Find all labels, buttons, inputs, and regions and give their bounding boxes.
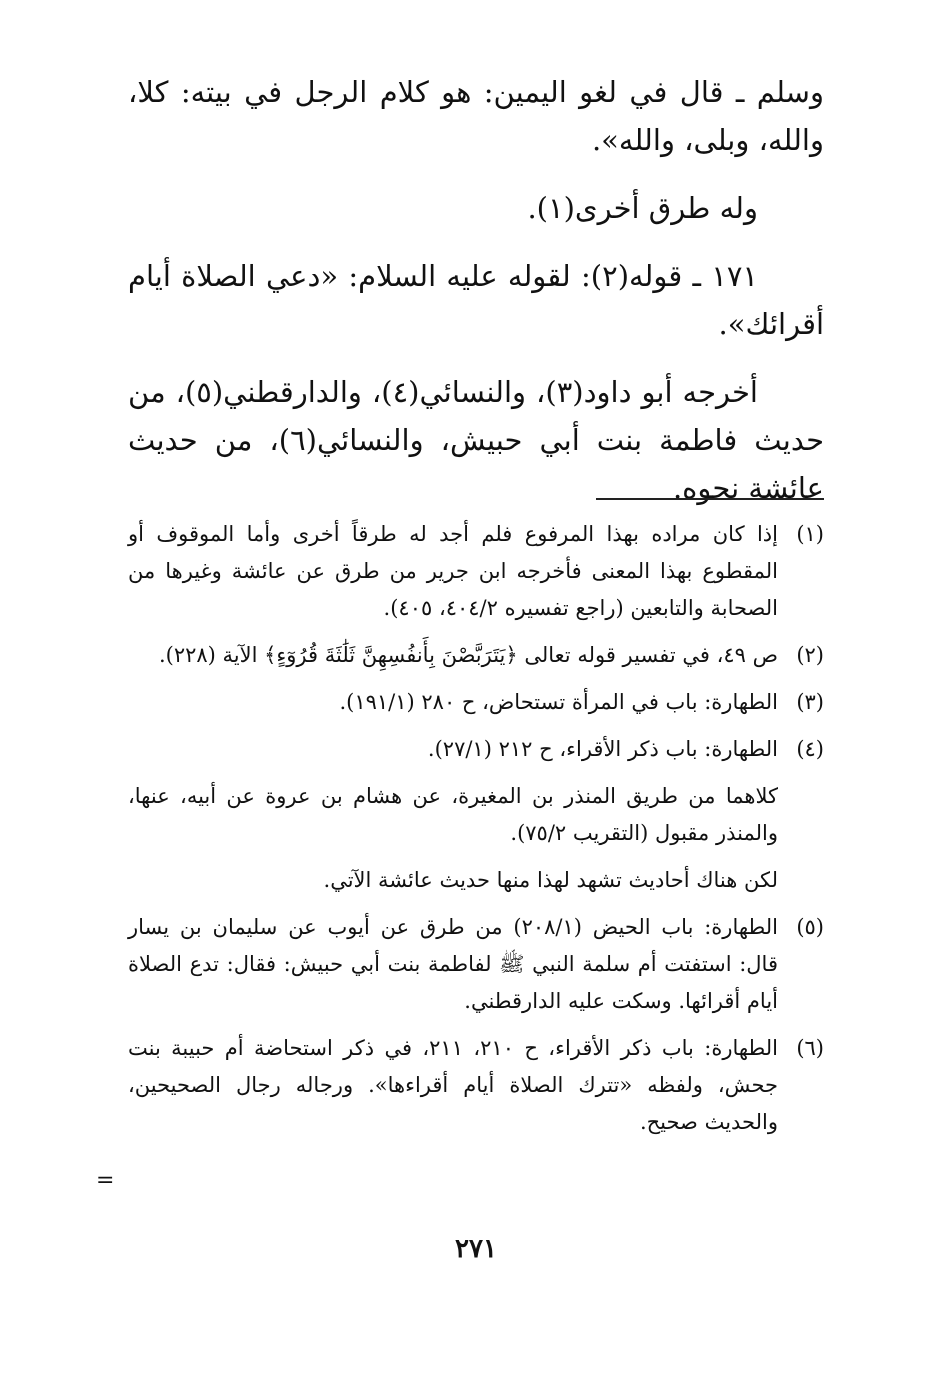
footnote-text: الطهارة: باب في المرأة تستحاض، ح ٢٨٠ (١٩١/١).: [339, 690, 778, 714]
paragraph-3: ١٧١ ـ قوله(٢): لقوله عليه السلام: «دعي الصلاة أيام أقرائك».: [128, 259, 824, 341]
footnote-number: (٤): [796, 737, 824, 761]
footnotes: [128, 516, 824, 1151]
footnote-4: [128, 731, 824, 768]
footnote-number: (٢): [796, 643, 824, 667]
footnote-5: [128, 909, 824, 1020]
footnote-6: [128, 1030, 824, 1141]
page-number: ٢٧١: [455, 1234, 497, 1264]
continuation-mark: =: [96, 1168, 115, 1193]
footnote-comment-1: كلاهما من طريق المنذر بن المغيرة، عن هشام بن عروة عن أبيه، عنها، والمنذر مقبول (التقريب ٧٥/٢).: [128, 784, 778, 845]
footnote-number: (٣): [796, 690, 824, 714]
footnote-3: [128, 684, 824, 721]
footnote-text: ص ٤٩، في تفسير قوله تعالى ﴿يَتَرَبَّصْنَ بِأَنفُسِهِنَّ ثَلَٰثَةَ قُرُوٓءٍ﴾ الآية (٢٢٨).: [158, 643, 778, 667]
footnote-1: [128, 516, 824, 627]
footnote-comment-2: لكن هناك أحاديث تشهد لهذا منها حديث عائشة الآتي.: [323, 868, 778, 892]
footnote-number: (١): [796, 522, 824, 546]
paragraph-4: أخرجه أبو داود(٣)، والنسائي(٤)، والدارقطني(٥)، من حديث فاطمة بنت أبي حبيش، والنسائي(٦)، من حديث عائشة نحوه.: [128, 375, 824, 505]
footnote-text: الطهارة: باب ذكر الأقراء، ح ٢١٠، ٢١١، في ذكر استحاضة أم حبيبة بنت جحش، ولفظه «تترك الصلاة أيام أقراءها». ورجاله رجال الصحيحين، والحديث صحيح.: [128, 1036, 779, 1134]
paragraph-2: وله طرق أخرى(١).: [527, 191, 758, 225]
footnote-number: (٦): [796, 1036, 824, 1060]
footnote-text: إذا كان مراده بهذا المرفوع فلم أجد له طرقاً أخرى وأما الموقوف أو المقطوع بهذا المعنى فأخرجه ابن جرير من طرق عن عائشة وغيرها من الصحابة والتابعين (راجع تفسيره ٤٠٤/٢، ٤٠٥).: [128, 522, 778, 620]
footnote-2: [128, 637, 824, 674]
main-text: [128, 68, 824, 532]
paragraph-1: وسلم ـ قال في لغو اليمين: هو كلام الرجل في بيته: كلا، والله، وبلى، والله».: [128, 75, 824, 157]
footnote-text: الطهارة: باب ذكر الأقراء، ح ٢١٢ (٢٧/١).: [427, 737, 778, 761]
footnote-separator: [596, 498, 824, 500]
footnote-text: الطهارة: باب الحيض (٢٠٨/١) من طرق عن أيوب عن سليمان بن يسار قال: استفتت أم سلمة النبي ﷺ لفاطمة بنت أبي حبيش: فقال: تدع الصلاة أيام أقرائها. وسكت عليه الدارقطني.: [128, 915, 778, 1013]
footnote-number: (٥): [796, 915, 824, 939]
